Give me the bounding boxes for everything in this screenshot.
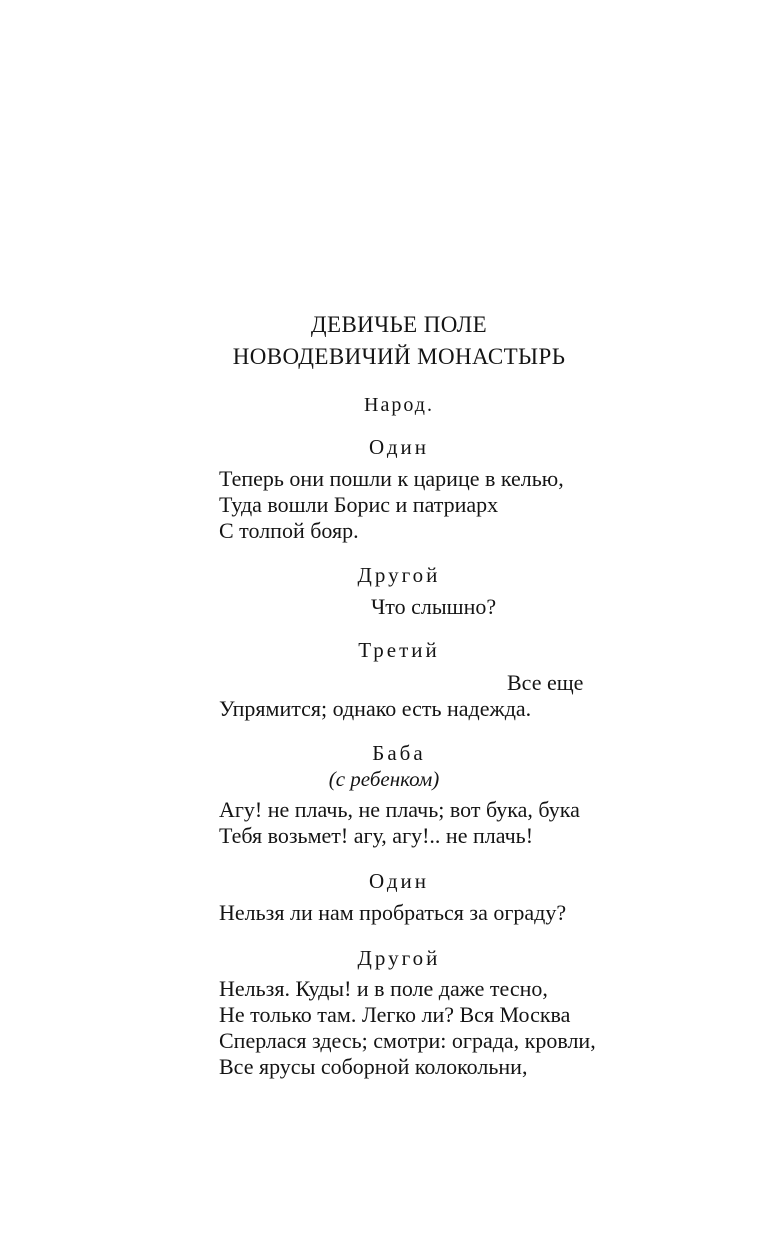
verse-line: Нельзя. Куды! и в поле даже тесно, — [219, 976, 548, 1001]
verse-line: С толпой бояр. — [219, 518, 359, 543]
scene-title-line-2: НОВОДЕВИЧИЙ МОНАСТЫРЬ — [232, 344, 566, 369]
stage-direction: (с ребенком) — [328, 767, 440, 791]
verse-line: Сперлася здесь; смотри: ограда, кровли, — [219, 1028, 596, 1053]
verse-line: Нельзя ли нам пробраться за ограду? — [219, 900, 567, 925]
speaker-name: Третий — [358, 638, 440, 662]
verse-line: Не только там. Легко ли? Вся Москва — [219, 1002, 571, 1027]
verse-line: Агу! не плачь, не плачь; вот бука, бука — [219, 797, 580, 822]
scene-title-line-1: ДЕВИЧЬЕ ПОЛЕ — [310, 312, 488, 337]
speaker-name: Другой — [357, 563, 441, 587]
speaker-name: Баба — [372, 741, 426, 765]
speaker-name: Один — [368, 869, 430, 893]
verse-line: Тебя возьмет! агу, агу!.. не плачь! — [219, 823, 534, 848]
verse-line: Теперь они пошли к царице в келью, — [219, 466, 564, 491]
verse-line: Все ярусы соборной колокольни, — [219, 1054, 528, 1079]
verse-line: Туда вошли Борис и патриарх — [219, 492, 499, 517]
verse-line: Что слышно? — [371, 594, 497, 619]
speaker-name: Другой — [357, 946, 441, 970]
speaker-name: Один — [368, 435, 430, 459]
verse-line: Упрямится; однако есть надежда. — [219, 696, 532, 721]
verse-line: Все еще — [507, 670, 584, 695]
scene-setting: Народ. — [364, 394, 434, 416]
